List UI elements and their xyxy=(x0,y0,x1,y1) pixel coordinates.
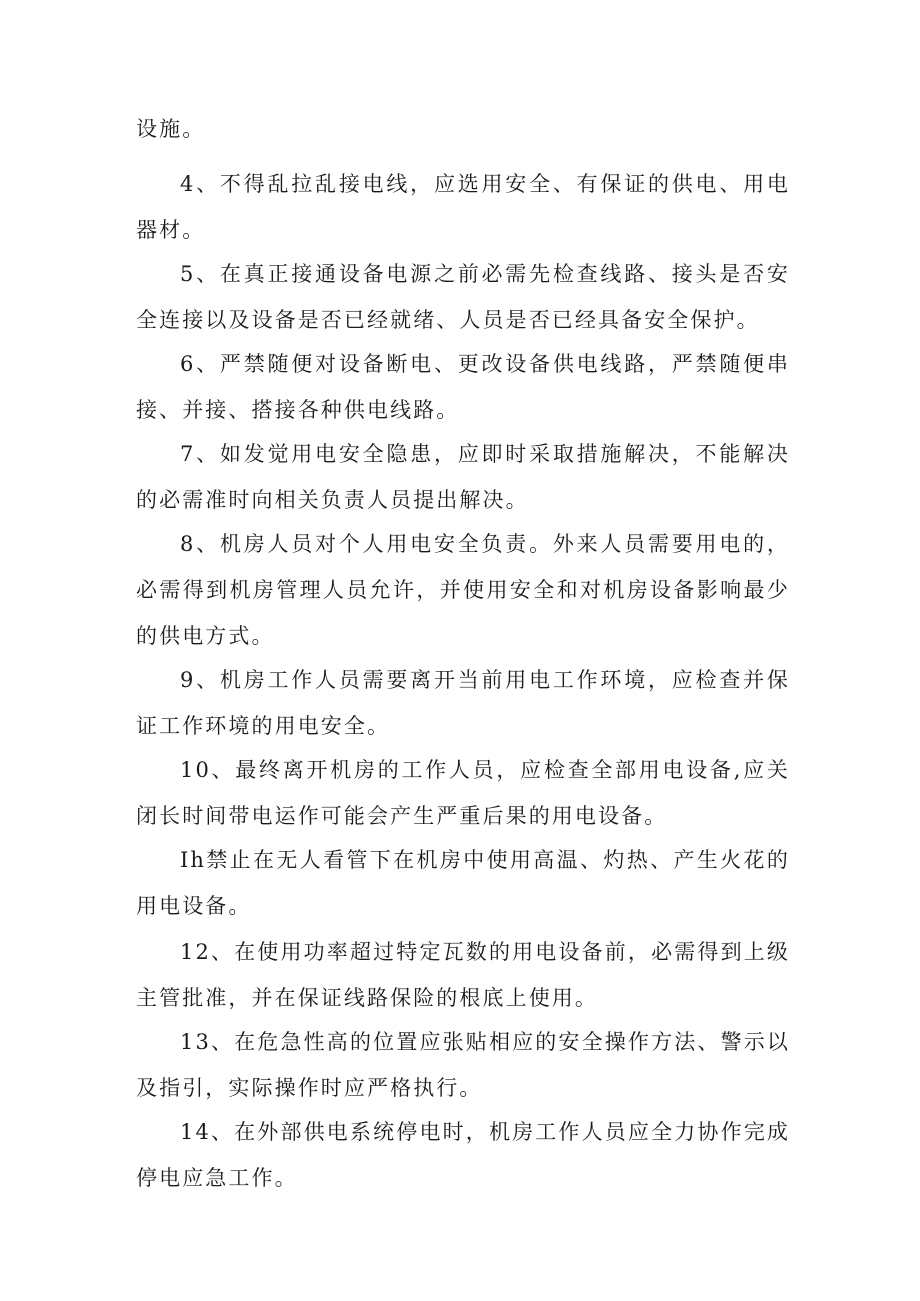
paragraph-item-11: Ih禁止在无人看管下在机房中使用高温、灼热、产生火花的用电设备。 xyxy=(136,848,790,918)
paragraph-item-13: 13、在危急性高的位置应张贴相应的安全操作方法、警示以及指引，实际操作时应严格执行。 xyxy=(136,1030,790,1100)
paragraph-continuation: 设施。 xyxy=(136,117,206,141)
paragraph-item-5: 5、在真正接通设备电源之前必需先检查线路、接头是否安全连接以及设备是否已经就绪、人员是否已经具备安全保护。 xyxy=(136,262,790,332)
paragraph-item-4: 4、不得乱拉乱接电线，应选用安全、有保证的供电、用电器材。 xyxy=(136,172,790,242)
paragraph-item-7: 7、如发觉用电安全隐患，应即时采取措施解决，不能解决的必需准时向相关负责人员提出解决。 xyxy=(136,442,790,512)
paragraph-item-9: 9、机房工作人员需要离开当前用电工作环境，应检查并保证工作环境的用电安全。 xyxy=(136,668,790,738)
paragraph-item-14: 14、在外部供电系统停电时，机房工作人员应全力协作完成停电应急工作。 xyxy=(136,1120,790,1190)
paragraph-item-10: 10、最终离开机房的工作人员，应检查全部用电设备,应关闭长时间带电运作可能会产生严重后果的用电设备。 xyxy=(136,758,790,828)
paragraph-item-6: 6、严禁随便对设备断电、更改设备供电线路，严禁随便串接、并接、搭接各种供电线路。 xyxy=(136,352,790,422)
paragraph-item-8: 8、机房人员对个人用电安全负责。外来人员需要用电的，必需得到机房管理人员允许，并使用安全和对机房设备影响最少的供电方式。 xyxy=(136,532,790,648)
paragraph-item-12: 12、在使用功率超过特定瓦数的用电设备前，必需得到上级主管批准，并在保证线路保险的根底上使用。 xyxy=(136,940,790,1010)
